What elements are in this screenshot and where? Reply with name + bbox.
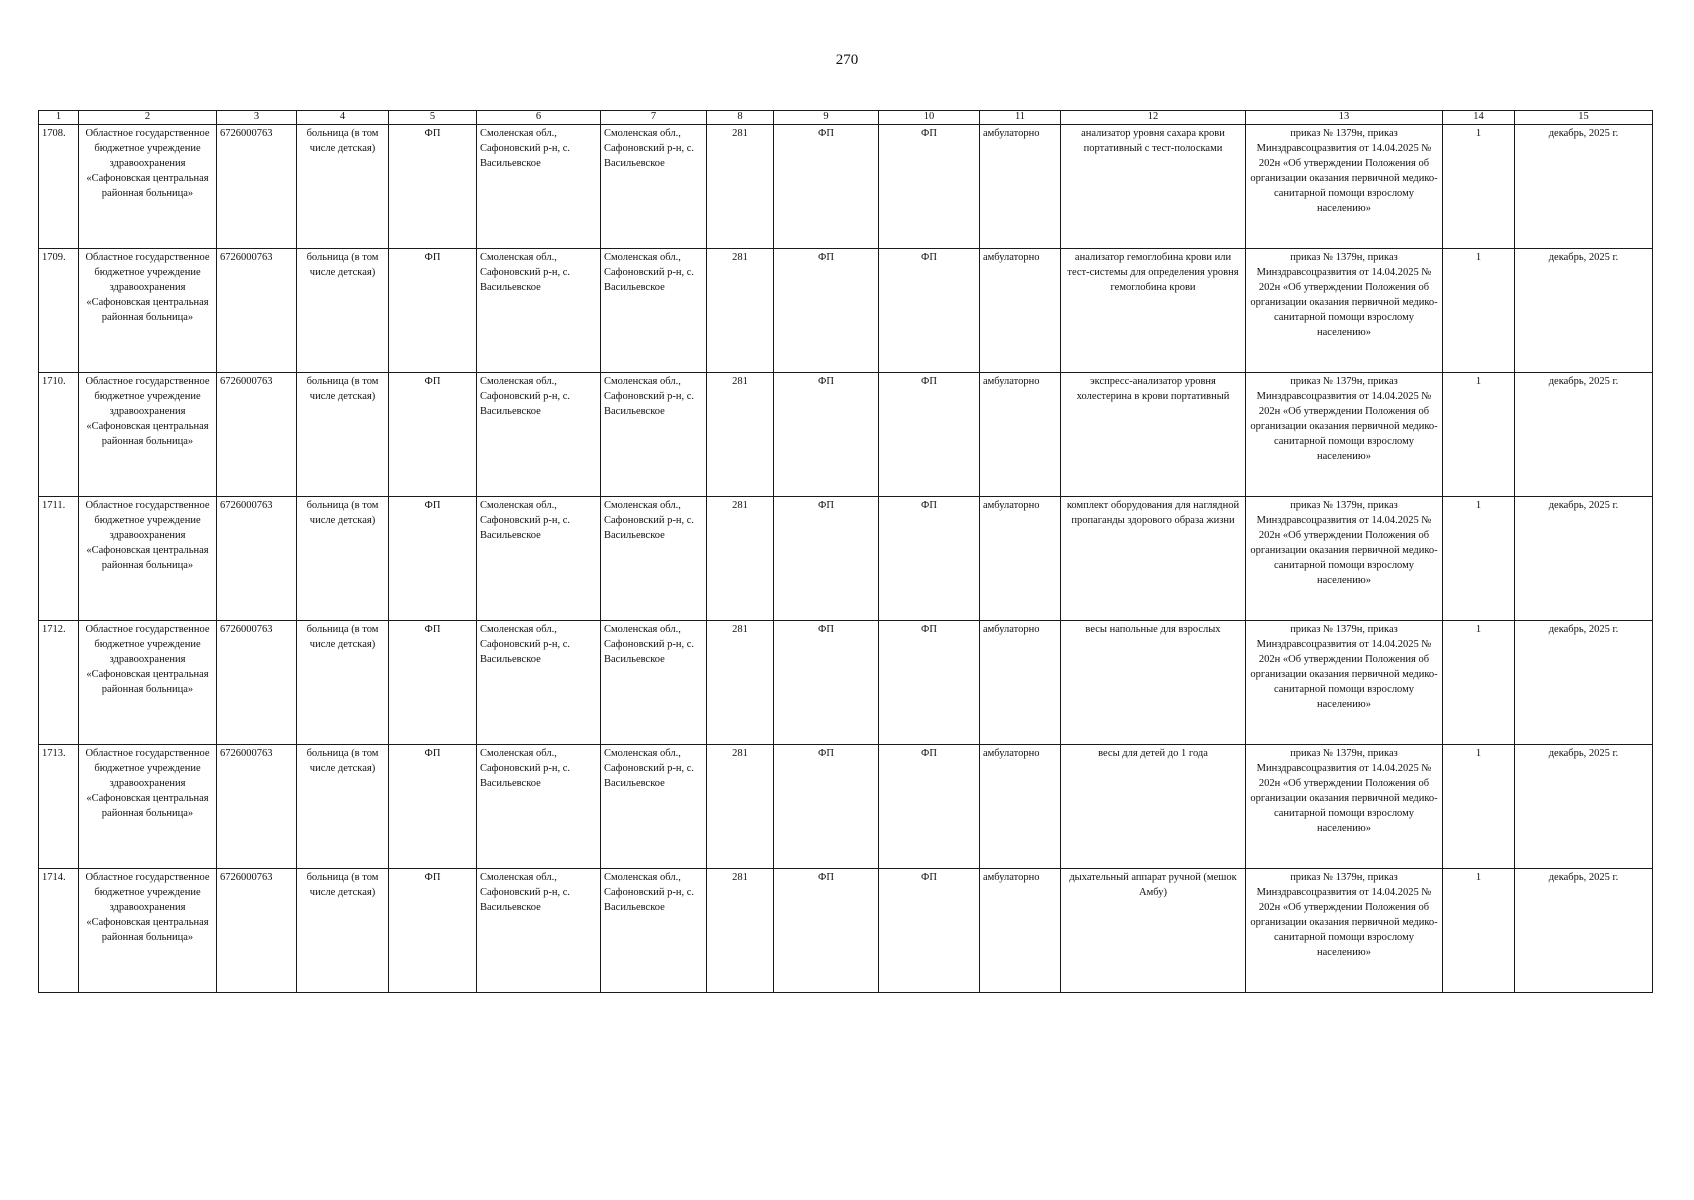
- deadline-cell: декабрь, 2025 г.: [1515, 373, 1653, 497]
- address-cell: Смоленская обл., Сафоновский р-н, с. Васильевское: [601, 373, 707, 497]
- facility-type: больница (в том числе детская): [297, 869, 389, 993]
- care-condition-cell: амбулаторно: [980, 249, 1061, 373]
- quantity-cell: 1: [1443, 869, 1515, 993]
- row-number: 1712.: [39, 621, 79, 745]
- unit-type-cell: ФП: [774, 745, 879, 869]
- unit-type-cell: ФП: [389, 745, 477, 869]
- code-cell: 281: [707, 249, 774, 373]
- address-cell: Смоленская обл., Сафоновский р-н, с. Васильевское: [601, 497, 707, 621]
- column-header: 12: [1061, 111, 1246, 125]
- row-number: 1711.: [39, 497, 79, 621]
- quantity-cell: 1: [1443, 125, 1515, 249]
- facility-type: больница (в том числе детская): [297, 373, 389, 497]
- deadline-cell: декабрь, 2025 г.: [1515, 745, 1653, 869]
- column-header: 8: [707, 111, 774, 125]
- organization-name: Областное государственное бюджетное учреждение здравоохранения «Сафоновская центральная районная больница»: [79, 373, 217, 497]
- care-condition-cell: амбулаторно: [980, 373, 1061, 497]
- table-row: [39, 621, 1653, 745]
- deadline-cell: декабрь, 2025 г.: [1515, 249, 1653, 373]
- quantity-cell: 1: [1443, 373, 1515, 497]
- unit-type-cell: ФП: [879, 497, 980, 621]
- equipment-name: весы для детей до 1 года: [1061, 745, 1246, 869]
- deadline-cell: декабрь, 2025 г.: [1515, 497, 1653, 621]
- address-cell: Смоленская обл., Сафоновский р-н, с. Васильевское: [601, 125, 707, 249]
- address-cell: Смоленская обл., Сафоновский р-н, с. Васильевское: [477, 869, 601, 993]
- unit-type-cell: ФП: [879, 373, 980, 497]
- unit-type-cell: ФП: [389, 125, 477, 249]
- quantity-cell: 1: [1443, 745, 1515, 869]
- regulation-order: приказ № 1379н, приказ Минздравсоцразвития от 14.04.2025 № 202н «Об утверждении Положения об организации оказания первичной медико-санитарной помощи взрослому населению»: [1246, 745, 1443, 869]
- care-condition-cell: амбулаторно: [980, 745, 1061, 869]
- equipment-name: анализатор уровня сахара крови портативный с тест-полосками: [1061, 125, 1246, 249]
- column-header: 14: [1443, 111, 1515, 125]
- row-number: 1709.: [39, 249, 79, 373]
- regulation-order: приказ № 1379н, приказ Минздравсоцразвития от 14.04.2025 № 202н «Об утверждении Положения об организации оказания первичной медико-санитарной помощи взрослому населению»: [1246, 125, 1443, 249]
- page-number: 270: [835, 52, 859, 68]
- inn-cell: 6726000763: [217, 373, 297, 497]
- facility-type: больница (в том числе детская): [297, 125, 389, 249]
- unit-type-cell: ФП: [879, 125, 980, 249]
- address-cell: Смоленская обл., Сафоновский р-н, с. Васильевское: [477, 373, 601, 497]
- column-header: 3: [217, 111, 297, 125]
- care-condition-cell: амбулаторно: [980, 869, 1061, 993]
- unit-type-cell: ФП: [774, 125, 879, 249]
- unit-type-cell: ФП: [389, 373, 477, 497]
- address-cell: Смоленская обл., Сафоновский р-н, с. Васильевское: [601, 249, 707, 373]
- column-header: 1: [39, 111, 79, 125]
- organization-name: Областное государственное бюджетное учреждение здравоохранения «Сафоновская центральная районная больница»: [79, 125, 217, 249]
- row-number: 1713.: [39, 745, 79, 869]
- column-header: 11: [980, 111, 1061, 125]
- column-header: 9: [774, 111, 879, 125]
- equipment-name: дыхательный аппарат ручной (мешок Амбу): [1061, 869, 1246, 993]
- regulation-order: приказ № 1379н, приказ Минздравсоцразвития от 14.04.2025 № 202н «Об утверждении Положения об организации оказания первичной медико-санитарной помощи взрослому населению»: [1246, 869, 1443, 993]
- care-condition-cell: амбулаторно: [980, 497, 1061, 621]
- unit-type-cell: ФП: [879, 249, 980, 373]
- column-number-row: [39, 111, 1653, 125]
- deadline-cell: декабрь, 2025 г.: [1515, 125, 1653, 249]
- code-cell: 281: [707, 497, 774, 621]
- care-condition-cell: амбулаторно: [980, 621, 1061, 745]
- equipment-registry-table: [38, 110, 1653, 993]
- table-row: [39, 373, 1653, 497]
- code-cell: 281: [707, 373, 774, 497]
- facility-type: больница (в том числе детская): [297, 497, 389, 621]
- inn-cell: 6726000763: [217, 869, 297, 993]
- column-header: 10: [879, 111, 980, 125]
- code-cell: 281: [707, 745, 774, 869]
- inn-cell: 6726000763: [217, 249, 297, 373]
- inn-cell: 6726000763: [217, 745, 297, 869]
- unit-type-cell: ФП: [879, 621, 980, 745]
- column-header: 4: [297, 111, 389, 125]
- code-cell: 281: [707, 621, 774, 745]
- inn-cell: 6726000763: [217, 497, 297, 621]
- column-header: 13: [1246, 111, 1443, 125]
- deadline-cell: декабрь, 2025 г.: [1515, 869, 1653, 993]
- address-cell: Смоленская обл., Сафоновский р-н, с. Васильевское: [477, 745, 601, 869]
- unit-type-cell: ФП: [774, 497, 879, 621]
- regulation-order: приказ № 1379н, приказ Минздравсоцразвития от 14.04.2025 № 202н «Об утверждении Положения об организации оказания первичной медико-санитарной помощи взрослому населению»: [1246, 497, 1443, 621]
- regulation-order: приказ № 1379н, приказ Минздравсоцразвития от 14.04.2025 № 202н «Об утверждении Положения об организации оказания первичной медико-санитарной помощи взрослому населению»: [1246, 621, 1443, 745]
- unit-type-cell: ФП: [879, 745, 980, 869]
- care-condition-cell: амбулаторно: [980, 125, 1061, 249]
- column-header: 5: [389, 111, 477, 125]
- equipment-name: анализатор гемоглобина крови или тест-системы для определения уровня гемоглобина крови: [1061, 249, 1246, 373]
- code-cell: 281: [707, 125, 774, 249]
- table-row: [39, 869, 1653, 993]
- quantity-cell: 1: [1443, 497, 1515, 621]
- address-cell: Смоленская обл., Сафоновский р-н, с. Васильевское: [601, 745, 707, 869]
- unit-type-cell: ФП: [774, 621, 879, 745]
- unit-type-cell: ФП: [389, 621, 477, 745]
- organization-name: Областное государственное бюджетное учреждение здравоохранения «Сафоновская центральная районная больница»: [79, 497, 217, 621]
- inn-cell: 6726000763: [217, 621, 297, 745]
- code-cell: 281: [707, 869, 774, 993]
- table-row: [39, 125, 1653, 249]
- address-cell: Смоленская обл., Сафоновский р-н, с. Васильевское: [477, 497, 601, 621]
- column-header: 15: [1515, 111, 1653, 125]
- organization-name: Областное государственное бюджетное учреждение здравоохранения «Сафоновская центральная районная больница»: [79, 249, 217, 373]
- unit-type-cell: ФП: [389, 497, 477, 621]
- unit-type-cell: ФП: [774, 249, 879, 373]
- quantity-cell: 1: [1443, 621, 1515, 745]
- address-cell: Смоленская обл., Сафоновский р-н, с. Васильевское: [477, 125, 601, 249]
- equipment-name: комплект оборудования для наглядной пропаганды здорового образа жизни: [1061, 497, 1246, 621]
- unit-type-cell: ФП: [774, 869, 879, 993]
- facility-type: больница (в том числе детская): [297, 249, 389, 373]
- column-header: 6: [477, 111, 601, 125]
- table-row: [39, 745, 1653, 869]
- unit-type-cell: ФП: [879, 869, 980, 993]
- table-row: [39, 249, 1653, 373]
- organization-name: Областное государственное бюджетное учреждение здравоохранения «Сафоновская центральная районная больница»: [79, 745, 217, 869]
- address-cell: Смоленская обл., Сафоновский р-н, с. Васильевское: [601, 869, 707, 993]
- address-cell: Смоленская обл., Сафоновский р-н, с. Васильевское: [601, 621, 707, 745]
- organization-name: Областное государственное бюджетное учреждение здравоохранения «Сафоновская центральная районная больница»: [79, 869, 217, 993]
- column-header: 7: [601, 111, 707, 125]
- deadline-cell: декабрь, 2025 г.: [1515, 621, 1653, 745]
- inn-cell: 6726000763: [217, 125, 297, 249]
- address-cell: Смоленская обл., Сафоновский р-н, с. Васильевское: [477, 249, 601, 373]
- address-cell: Смоленская обл., Сафоновский р-н, с. Васильевское: [477, 621, 601, 745]
- organization-name: Областное государственное бюджетное учреждение здравоохранения «Сафоновская центральная районная больница»: [79, 621, 217, 745]
- column-header: 2: [79, 111, 217, 125]
- unit-type-cell: ФП: [389, 869, 477, 993]
- regulation-order: приказ № 1379н, приказ Минздравсоцразвития от 14.04.2025 № 202н «Об утверждении Положения об организации оказания первичной медико-санитарной помощи взрослому населению»: [1246, 373, 1443, 497]
- equipment-name: весы напольные для взрослых: [1061, 621, 1246, 745]
- unit-type-cell: ФП: [774, 373, 879, 497]
- quantity-cell: 1: [1443, 249, 1515, 373]
- facility-type: больница (в том числе детская): [297, 745, 389, 869]
- row-number: 1708.: [39, 125, 79, 249]
- row-number: 1714.: [39, 869, 79, 993]
- table-row: [39, 497, 1653, 621]
- equipment-name: экспресс-анализатор уровня холестерина в крови портативный: [1061, 373, 1246, 497]
- regulation-order: приказ № 1379н, приказ Минздравсоцразвития от 14.04.2025 № 202н «Об утверждении Положения об организации оказания первичной медико-санитарной помощи взрослому населению»: [1246, 249, 1443, 373]
- facility-type: больница (в том числе детская): [297, 621, 389, 745]
- unit-type-cell: ФП: [389, 249, 477, 373]
- row-number: 1710.: [39, 373, 79, 497]
